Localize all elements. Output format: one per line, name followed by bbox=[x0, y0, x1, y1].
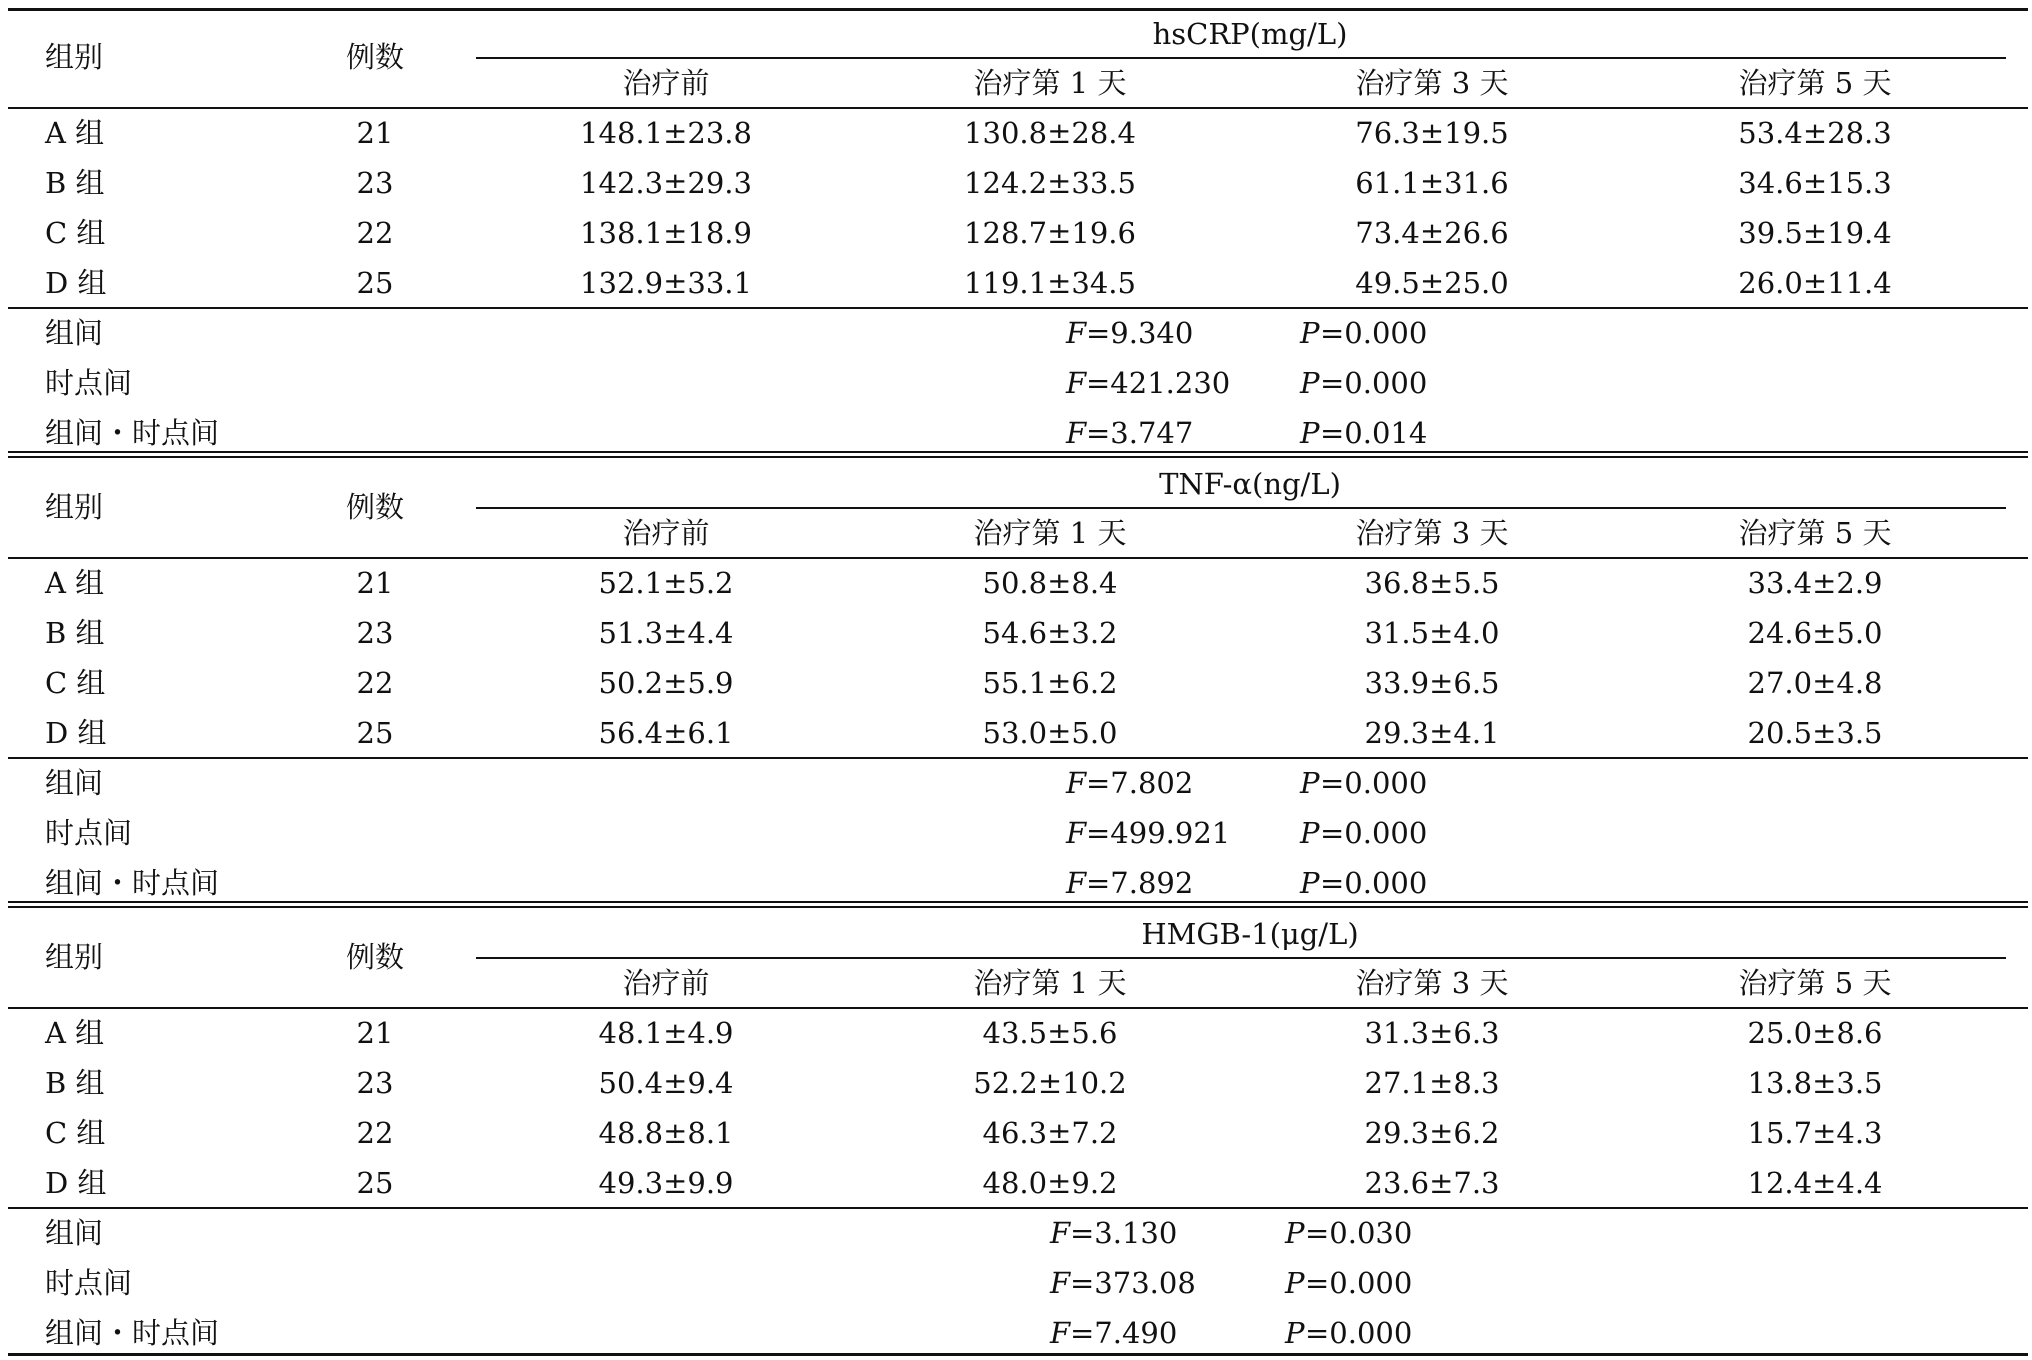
row-value-tp3: 73.4±26.6 bbox=[1355, 216, 1509, 250]
row-count: 21 bbox=[356, 566, 394, 600]
row-value-tp1: 56.4±6.1 bbox=[598, 716, 734, 750]
header-bottom-rule bbox=[8, 1007, 2028, 1009]
data-bottom-rule bbox=[8, 307, 2028, 309]
stat-f-symbol: F bbox=[1050, 1266, 1071, 1300]
header-timepoint-2: 治疗第 1 天 bbox=[973, 516, 1127, 550]
stat-label: 时点间 bbox=[45, 816, 133, 850]
row-group-label: B 组 bbox=[45, 166, 105, 200]
header-group-label: 组别 bbox=[45, 940, 104, 974]
row-value-tp4: 53.4±28.3 bbox=[1738, 116, 1892, 150]
stat-f-symbol: F bbox=[1066, 866, 1087, 900]
stat-label: 组间・时点间 bbox=[45, 866, 220, 900]
stat-p-value: =0.000 bbox=[1320, 366, 1428, 400]
row-value-tp4: 27.0±4.8 bbox=[1747, 666, 1883, 700]
row-value-tp1: 132.9±33.1 bbox=[580, 266, 752, 300]
stat-f-value: =421.230 bbox=[1086, 366, 1231, 400]
stat-f-value: =7.892 bbox=[1086, 866, 1194, 900]
row-count: 22 bbox=[356, 216, 394, 250]
row-value-tp2: 55.1±6.2 bbox=[982, 666, 1118, 700]
row-value-tp2: 52.2±10.2 bbox=[973, 1066, 1127, 1100]
row-group-label: C 组 bbox=[45, 1116, 106, 1150]
row-count: 23 bbox=[356, 616, 394, 650]
header-timepoint-1: 治疗前 bbox=[622, 966, 710, 1000]
stat-f-symbol: F bbox=[1066, 816, 1087, 850]
stat-p-value: =0.000 bbox=[1305, 1316, 1413, 1350]
header-timepoint-2: 治疗第 1 天 bbox=[973, 66, 1127, 100]
row-value-tp1: 49.3±9.9 bbox=[598, 1166, 734, 1200]
row-group-label: A 组 bbox=[45, 116, 105, 150]
stat-f-value: =3.747 bbox=[1086, 416, 1194, 450]
header-group-label: 组别 bbox=[45, 40, 104, 74]
row-value-tp1: 51.3±4.4 bbox=[598, 616, 734, 650]
row-value-tp1: 148.1±23.8 bbox=[580, 116, 752, 150]
stat-p-symbol: P bbox=[1300, 766, 1320, 800]
header-timepoint-4: 治疗第 5 天 bbox=[1738, 66, 1892, 100]
row-value-tp4: 26.0±11.4 bbox=[1738, 266, 1892, 300]
header-count-label: 例数 bbox=[345, 940, 405, 974]
row-count: 21 bbox=[356, 1016, 394, 1050]
row-value-tp3: 31.3±6.3 bbox=[1364, 1016, 1500, 1050]
row-value-tp4: 13.8±3.5 bbox=[1747, 1066, 1883, 1100]
stat-f-value: =7.802 bbox=[1086, 766, 1194, 800]
header-timepoint-4: 治疗第 5 天 bbox=[1738, 966, 1892, 1000]
stat-f-value: =499.921 bbox=[1086, 816, 1231, 850]
stat-p-symbol: P bbox=[1300, 816, 1320, 850]
row-value-tp2: 54.6±3.2 bbox=[982, 616, 1118, 650]
row-value-tp2: 48.0±9.2 bbox=[982, 1166, 1118, 1200]
row-value-tp1: 48.1±4.9 bbox=[598, 1016, 734, 1050]
stat-p-symbol: P bbox=[1285, 1266, 1305, 1300]
row-value-tp2: 119.1±34.5 bbox=[964, 266, 1136, 300]
row-value-tp3: 31.5±4.0 bbox=[1364, 616, 1500, 650]
row-value-tp4: 24.6±5.0 bbox=[1747, 616, 1883, 650]
header-timepoint-3: 治疗第 3 天 bbox=[1355, 516, 1509, 550]
header-timepoint-3: 治疗第 3 天 bbox=[1355, 966, 1509, 1000]
row-group-label: C 组 bbox=[45, 216, 106, 250]
stat-f-symbol: F bbox=[1050, 1216, 1071, 1250]
row-group-label: B 组 bbox=[45, 616, 105, 650]
row-value-tp3: 27.1±8.3 bbox=[1364, 1066, 1500, 1100]
stat-p-value: =0.000 bbox=[1320, 816, 1428, 850]
top-rule bbox=[8, 8, 2028, 11]
stat-f-symbol: F bbox=[1050, 1316, 1071, 1350]
header-bottom-rule bbox=[8, 557, 2028, 559]
data-bottom-rule bbox=[8, 1207, 2028, 1209]
row-value-tp4: 39.5±19.4 bbox=[1738, 216, 1892, 250]
stat-label: 组间 bbox=[45, 316, 104, 350]
stat-label: 时点间 bbox=[45, 366, 133, 400]
stat-p-value: =0.030 bbox=[1305, 1216, 1413, 1250]
row-count: 25 bbox=[356, 716, 394, 750]
row-value-tp2: 53.0±5.0 bbox=[982, 716, 1118, 750]
stat-p-symbol: P bbox=[1300, 366, 1320, 400]
header-timepoint-2: 治疗第 1 天 bbox=[973, 966, 1127, 1000]
row-count: 23 bbox=[356, 1066, 394, 1100]
stat-p-value: =0.000 bbox=[1320, 316, 1428, 350]
row-value-tp4: 25.0±8.6 bbox=[1747, 1016, 1883, 1050]
stat-f-value: =373.08 bbox=[1070, 1266, 1196, 1300]
row-count: 23 bbox=[356, 166, 394, 200]
stat-f-symbol: F bbox=[1066, 316, 1087, 350]
row-value-tp1: 48.8±8.1 bbox=[598, 1116, 734, 1150]
row-group-label: A 组 bbox=[45, 566, 105, 600]
stat-p-symbol: P bbox=[1285, 1316, 1305, 1350]
row-count: 25 bbox=[356, 266, 394, 300]
stat-p-value: =0.000 bbox=[1320, 766, 1428, 800]
row-value-tp2: 130.8±28.4 bbox=[964, 116, 1136, 150]
stat-p-symbol: P bbox=[1300, 416, 1320, 450]
row-value-tp3: 36.8±5.5 bbox=[1364, 566, 1500, 600]
header-timepoint-1: 治疗前 bbox=[622, 66, 710, 100]
row-value-tp1: 142.3±29.3 bbox=[580, 166, 752, 200]
row-count: 22 bbox=[356, 1116, 394, 1150]
measure-underline bbox=[476, 507, 2006, 509]
header-timepoint-1: 治疗前 bbox=[622, 516, 710, 550]
row-value-tp3: 23.6±7.3 bbox=[1364, 1166, 1500, 1200]
row-value-tp3: 61.1±31.6 bbox=[1355, 166, 1509, 200]
row-value-tp3: 33.9±6.5 bbox=[1364, 666, 1500, 700]
measure-title: hsCRP(mg/L) bbox=[1152, 17, 1348, 51]
stat-p-value: =0.000 bbox=[1305, 1266, 1413, 1300]
row-value-tp2: 50.8±8.4 bbox=[982, 566, 1118, 600]
header-bottom-rule bbox=[8, 107, 2028, 109]
measure-title: TNF-α(ng/L) bbox=[1159, 467, 1341, 501]
row-value-tp4: 12.4±4.4 bbox=[1747, 1166, 1883, 1200]
row-group-label: A 组 bbox=[45, 1016, 105, 1050]
row-value-tp2: 128.7±19.6 bbox=[964, 216, 1136, 250]
row-value-tp2: 43.5±5.6 bbox=[982, 1016, 1118, 1050]
measure-underline bbox=[476, 57, 2006, 59]
row-value-tp4: 20.5±3.5 bbox=[1747, 716, 1883, 750]
row-group-label: C 组 bbox=[45, 666, 106, 700]
stat-label: 组间・时点间 bbox=[45, 1316, 220, 1350]
row-count: 21 bbox=[356, 116, 394, 150]
stat-f-value: =9.340 bbox=[1086, 316, 1194, 350]
data-bottom-rule bbox=[8, 757, 2028, 759]
stat-label: 组间・时点间 bbox=[45, 416, 220, 450]
stat-p-value: =0.000 bbox=[1320, 866, 1428, 900]
row-value-tp3: 49.5±25.0 bbox=[1355, 266, 1509, 300]
row-value-tp4: 15.7±4.3 bbox=[1747, 1116, 1883, 1150]
stat-label: 时点间 bbox=[45, 1266, 133, 1300]
stat-p-value: =0.014 bbox=[1320, 416, 1428, 450]
header-group-label: 组别 bbox=[45, 490, 104, 524]
row-value-tp3: 29.3±4.1 bbox=[1364, 716, 1500, 750]
section-divider-rule-1 bbox=[8, 901, 2028, 903]
stat-f-value: =3.130 bbox=[1070, 1216, 1178, 1250]
row-value-tp1: 50.2±5.9 bbox=[598, 666, 734, 700]
row-count: 25 bbox=[356, 1166, 394, 1200]
row-group-label: D 组 bbox=[45, 1166, 107, 1200]
row-value-tp1: 50.4±9.4 bbox=[598, 1066, 734, 1100]
bottom-rule bbox=[8, 1353, 2028, 1356]
stat-f-symbol: F bbox=[1066, 766, 1087, 800]
row-count: 22 bbox=[356, 666, 394, 700]
stat-f-symbol: F bbox=[1066, 416, 1087, 450]
stat-f-value: =7.490 bbox=[1070, 1316, 1178, 1350]
header-count-label: 例数 bbox=[345, 490, 405, 524]
header-timepoint-3: 治疗第 3 天 bbox=[1355, 66, 1509, 100]
row-value-tp4: 34.6±15.3 bbox=[1738, 166, 1892, 200]
row-group-label: D 组 bbox=[45, 266, 107, 300]
section-divider-rule-2 bbox=[8, 906, 2028, 908]
row-value-tp2: 46.3±7.2 bbox=[982, 1116, 1118, 1150]
stat-label: 组间 bbox=[45, 766, 104, 800]
stat-p-symbol: P bbox=[1300, 866, 1320, 900]
row-value-tp2: 124.2±33.5 bbox=[964, 166, 1136, 200]
stat-f-symbol: F bbox=[1066, 366, 1087, 400]
measure-title: HMGB-1(μg/L) bbox=[1141, 917, 1359, 951]
stat-p-symbol: P bbox=[1285, 1216, 1305, 1250]
row-value-tp1: 138.1±18.9 bbox=[580, 216, 752, 250]
stat-p-symbol: P bbox=[1300, 316, 1320, 350]
header-timepoint-4: 治疗第 5 天 bbox=[1738, 516, 1892, 550]
row-value-tp1: 52.1±5.2 bbox=[598, 566, 734, 600]
row-value-tp3: 29.3±6.2 bbox=[1364, 1116, 1500, 1150]
row-value-tp4: 33.4±2.9 bbox=[1747, 566, 1883, 600]
section-divider-rule-1 bbox=[8, 451, 2028, 453]
row-value-tp3: 76.3±19.5 bbox=[1355, 116, 1509, 150]
row-group-label: D 组 bbox=[45, 716, 107, 750]
section-divider-rule-2 bbox=[8, 456, 2028, 458]
stat-label: 组间 bbox=[45, 1216, 104, 1250]
header-count-label: 例数 bbox=[345, 40, 405, 74]
measure-underline bbox=[476, 957, 2006, 959]
row-group-label: B 组 bbox=[45, 1066, 105, 1100]
